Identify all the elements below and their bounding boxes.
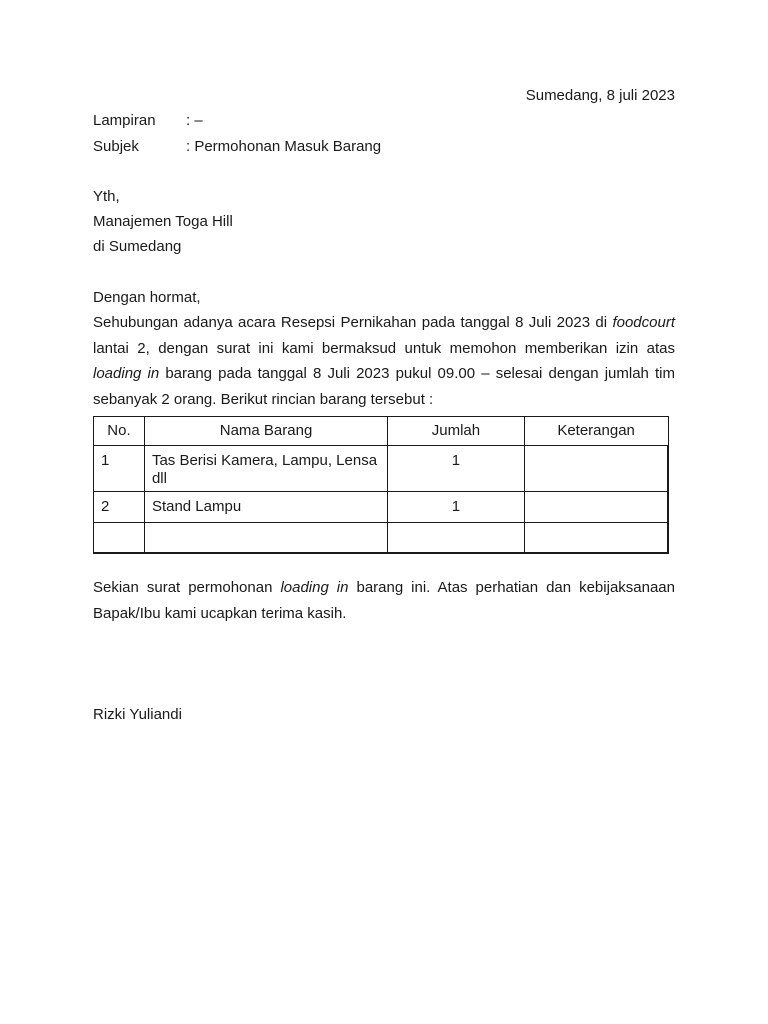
cell-quantity: 1 xyxy=(388,492,525,523)
header-notes: Keterangan xyxy=(524,417,668,446)
cell-item-name: Tas Berisi Kamera, Lampu, Lensa dll xyxy=(144,446,387,492)
cell-no: 2 xyxy=(94,492,145,523)
header-no: No. xyxy=(94,417,145,446)
table-row xyxy=(94,446,669,492)
body-text-1: Sehubungan adanya acara Resepsi Pernikahan pada tanggal 8 Juli 2023 di xyxy=(93,314,613,331)
closing-text-1: Sekian surat permohonan xyxy=(93,579,281,596)
cell-no: 1 xyxy=(94,446,145,492)
cell-quantity: 1 xyxy=(388,446,525,492)
items-table xyxy=(93,416,669,554)
cell-notes xyxy=(524,446,668,492)
closing-text-2: barang ini. Atas perhatian dan kebijaksanaan Bapak/Ibu kami ucapkan terima kasih. xyxy=(93,579,675,622)
table-row xyxy=(94,523,669,554)
recipient-location: di Sumedang xyxy=(93,238,182,255)
body-text-3: barang pada tanggal 8 Juli 2023 pukul 09.00 – selesai dengan jumlah tim sebanyak 2 orang. Berikut rincian barang tersebut : xyxy=(93,365,675,408)
header-quantity: Jumlah xyxy=(388,417,525,446)
cell-item-name: Stand Lampu xyxy=(144,492,387,523)
body-italic-1: foodcourt xyxy=(612,314,675,331)
attachment-value: : – xyxy=(186,112,203,129)
closing-italic: loading in xyxy=(280,579,349,596)
letter-date: Sumedang, 8 juli 2023 xyxy=(525,87,675,104)
attachment-line xyxy=(93,111,203,131)
cell-notes xyxy=(524,492,668,523)
attachment-label: Lampiran xyxy=(93,112,156,129)
table-header-row xyxy=(94,417,669,446)
body-paragraph xyxy=(93,310,675,412)
greeting: Dengan hormat, xyxy=(93,289,201,306)
table-row xyxy=(94,492,669,523)
subject-label: Subjek xyxy=(93,138,139,155)
header-item-name: Nama Barang xyxy=(144,417,387,446)
body-italic-2: loading in xyxy=(93,365,160,382)
cell-notes xyxy=(524,523,668,554)
cell-no xyxy=(94,523,145,554)
cell-quantity xyxy=(388,523,525,554)
cell-item-name xyxy=(144,523,387,554)
recipient-name: Manajemen Toga Hill xyxy=(93,213,233,230)
recipient-salutation: Yth, xyxy=(93,188,120,205)
subject-value: : Permohonan Masuk Barang xyxy=(186,138,382,155)
closing-paragraph xyxy=(93,575,675,626)
subject-line xyxy=(93,137,381,157)
signature-name: Rizki Yuliandi xyxy=(93,706,182,723)
body-text-2: lantai 2, dengan surat ini kami bermaksud untuk memohon memberikan izin atas xyxy=(93,339,675,357)
